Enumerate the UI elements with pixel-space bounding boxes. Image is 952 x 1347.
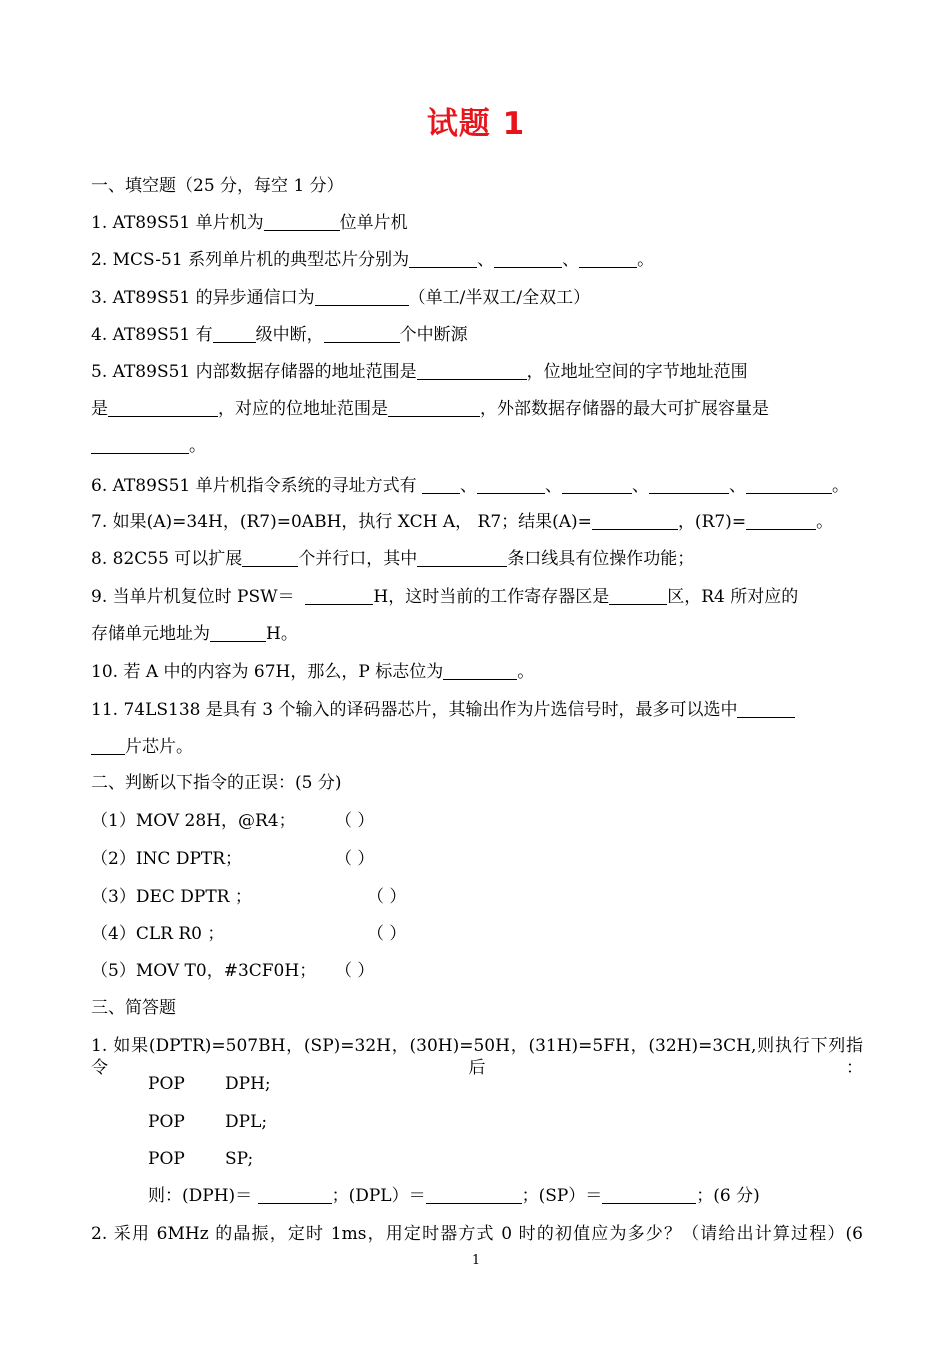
answer-blank[interactable] bbox=[609, 586, 667, 605]
judge-answer-box[interactable]: （ ） bbox=[335, 849, 375, 869]
judge-answer-box[interactable]: （ ） bbox=[367, 887, 407, 907]
judge-answer-box[interactable]: （ ） bbox=[367, 924, 407, 944]
answer-blank[interactable] bbox=[592, 511, 678, 530]
answer-blank[interactable] bbox=[443, 661, 517, 680]
answer-blank[interactable] bbox=[477, 475, 545, 494]
question-4: 4. AT89S51 有 级中断， 个中断源 bbox=[91, 325, 468, 345]
question-5-line1: 5. AT89S51 内部数据存储器的地址范围是 ，位地址空间的字节地址范围 bbox=[91, 362, 748, 382]
answer-blank[interactable] bbox=[417, 548, 507, 567]
answer-blank[interactable] bbox=[562, 475, 632, 494]
judge-item-5: （5）MOV T0，#3CF0H； （ ） bbox=[91, 961, 375, 981]
answer-blank[interactable] bbox=[264, 212, 340, 231]
answer-blank[interactable] bbox=[305, 586, 373, 605]
answer-blank[interactable] bbox=[388, 398, 480, 417]
answer-blank[interactable] bbox=[422, 475, 460, 494]
answer-blank[interactable] bbox=[242, 548, 298, 567]
short-answer-1-result: 则：(DPH)＝ ；(DPL）＝ ；(SP）＝ ；(6 分) bbox=[148, 1186, 760, 1206]
judge-answer-box[interactable]: （ ） bbox=[335, 961, 375, 981]
answer-blank[interactable] bbox=[91, 736, 125, 755]
question-10: 10. 若 A 中的内容为 67H，那么，P 标志位为 。 bbox=[91, 662, 535, 682]
answer-blank[interactable] bbox=[602, 1185, 696, 1204]
short-answer-2: 2. 采用 6MHz 的晶振，定时 1ms，用定时器方式 0 时的初值应为多少？（请给出计算过程）(6 bbox=[91, 1224, 863, 1244]
answer-blank[interactable] bbox=[213, 324, 256, 343]
short-answer-1: 1. 如果(DPTR)=507BH，(SP)=32H，(30H)=50H，(31H)=5FH，(32H)=3CH,则执行下列指令后： bbox=[91, 1036, 863, 1078]
answer-blank[interactable] bbox=[324, 324, 400, 343]
answer-blank[interactable] bbox=[417, 361, 527, 380]
judge-item-4: （4）CLR R0 ； （ ） bbox=[91, 924, 407, 944]
section2-heading: 二、判断以下指令的正误：(5 分) bbox=[91, 773, 342, 793]
question-9-line1: 9. 当单片机复位时 PSW＝ H，这时当前的工作寄存器区是 区，R4 所对应的 bbox=[91, 587, 799, 607]
judge-item-1: （1）MOV 28H，@R4； （ ） bbox=[91, 811, 375, 831]
answer-blank[interactable] bbox=[210, 623, 266, 642]
question-9-line2: 存储单元地址为 H。 bbox=[91, 624, 298, 644]
question-1: 1. AT89S51 单片机为 位单片机 bbox=[91, 213, 408, 233]
answer-blank[interactable] bbox=[426, 1185, 522, 1204]
answer-blank[interactable] bbox=[649, 475, 729, 494]
answer-blank[interactable] bbox=[746, 475, 832, 494]
question-8: 8. 82C55 可以扩展 个并行口，其中 条口线具有位操作功能； bbox=[91, 549, 695, 569]
answer-blank[interactable] bbox=[258, 1185, 332, 1204]
answer-blank[interactable] bbox=[409, 249, 477, 268]
question-11-line1: 11. 74LS138 是具有 3 个输入的译码器芯片，其输出作为片选信号时，最多可以选中 bbox=[91, 699, 795, 721]
question-2: 2. MCS-51 系列单片机的典型芯片分别为 、 、 。 bbox=[91, 250, 655, 270]
question-7: 7. 如果(A)=34H，(R7)=0ABH，执行 XCH A， R7；结果(A)= ，(R7)= 。 bbox=[91, 512, 834, 532]
code-line-3: POP SP; bbox=[148, 1149, 254, 1169]
question-5-line2: 是 ，对应的位地址范围是 ，外部数据存储器的最大可扩展容量是 bbox=[91, 399, 769, 419]
page-title: 试题 1 bbox=[426, 106, 526, 142]
judge-item-2: （2）INC DPTR； （ ） bbox=[91, 849, 375, 869]
judge-answer-box[interactable]: （ ） bbox=[335, 811, 375, 831]
answer-blank[interactable] bbox=[579, 249, 637, 268]
question-3: 3. AT89S51 的异步通信口为 （单工/半双工/全双工） bbox=[91, 288, 591, 308]
section1-heading: 一、填空题（25 分，每空 1 分） bbox=[91, 176, 344, 196]
code-line-1: POP DPH; bbox=[148, 1074, 271, 1094]
answer-blank[interactable] bbox=[737, 699, 795, 718]
answer-blank[interactable] bbox=[746, 511, 816, 530]
question-5-line3: 。 bbox=[91, 435, 206, 457]
judge-item-3: （3）DEC DPTR ； （ ） bbox=[91, 887, 407, 907]
section3-heading: 三、简答题 bbox=[91, 998, 176, 1018]
page-number: 1 bbox=[471, 1253, 481, 1268]
code-line-2: POP DPL; bbox=[148, 1112, 268, 1132]
answer-blank[interactable] bbox=[494, 249, 562, 268]
question-6: 6. AT89S51 单片机指令系统的寻址方式有 、 、 、 、 。 bbox=[91, 476, 850, 496]
answer-blank[interactable] bbox=[315, 287, 409, 306]
answer-blank[interactable] bbox=[108, 398, 218, 417]
answer-blank[interactable] bbox=[91, 435, 189, 454]
question-11-line2: 片芯片。 bbox=[91, 736, 193, 758]
